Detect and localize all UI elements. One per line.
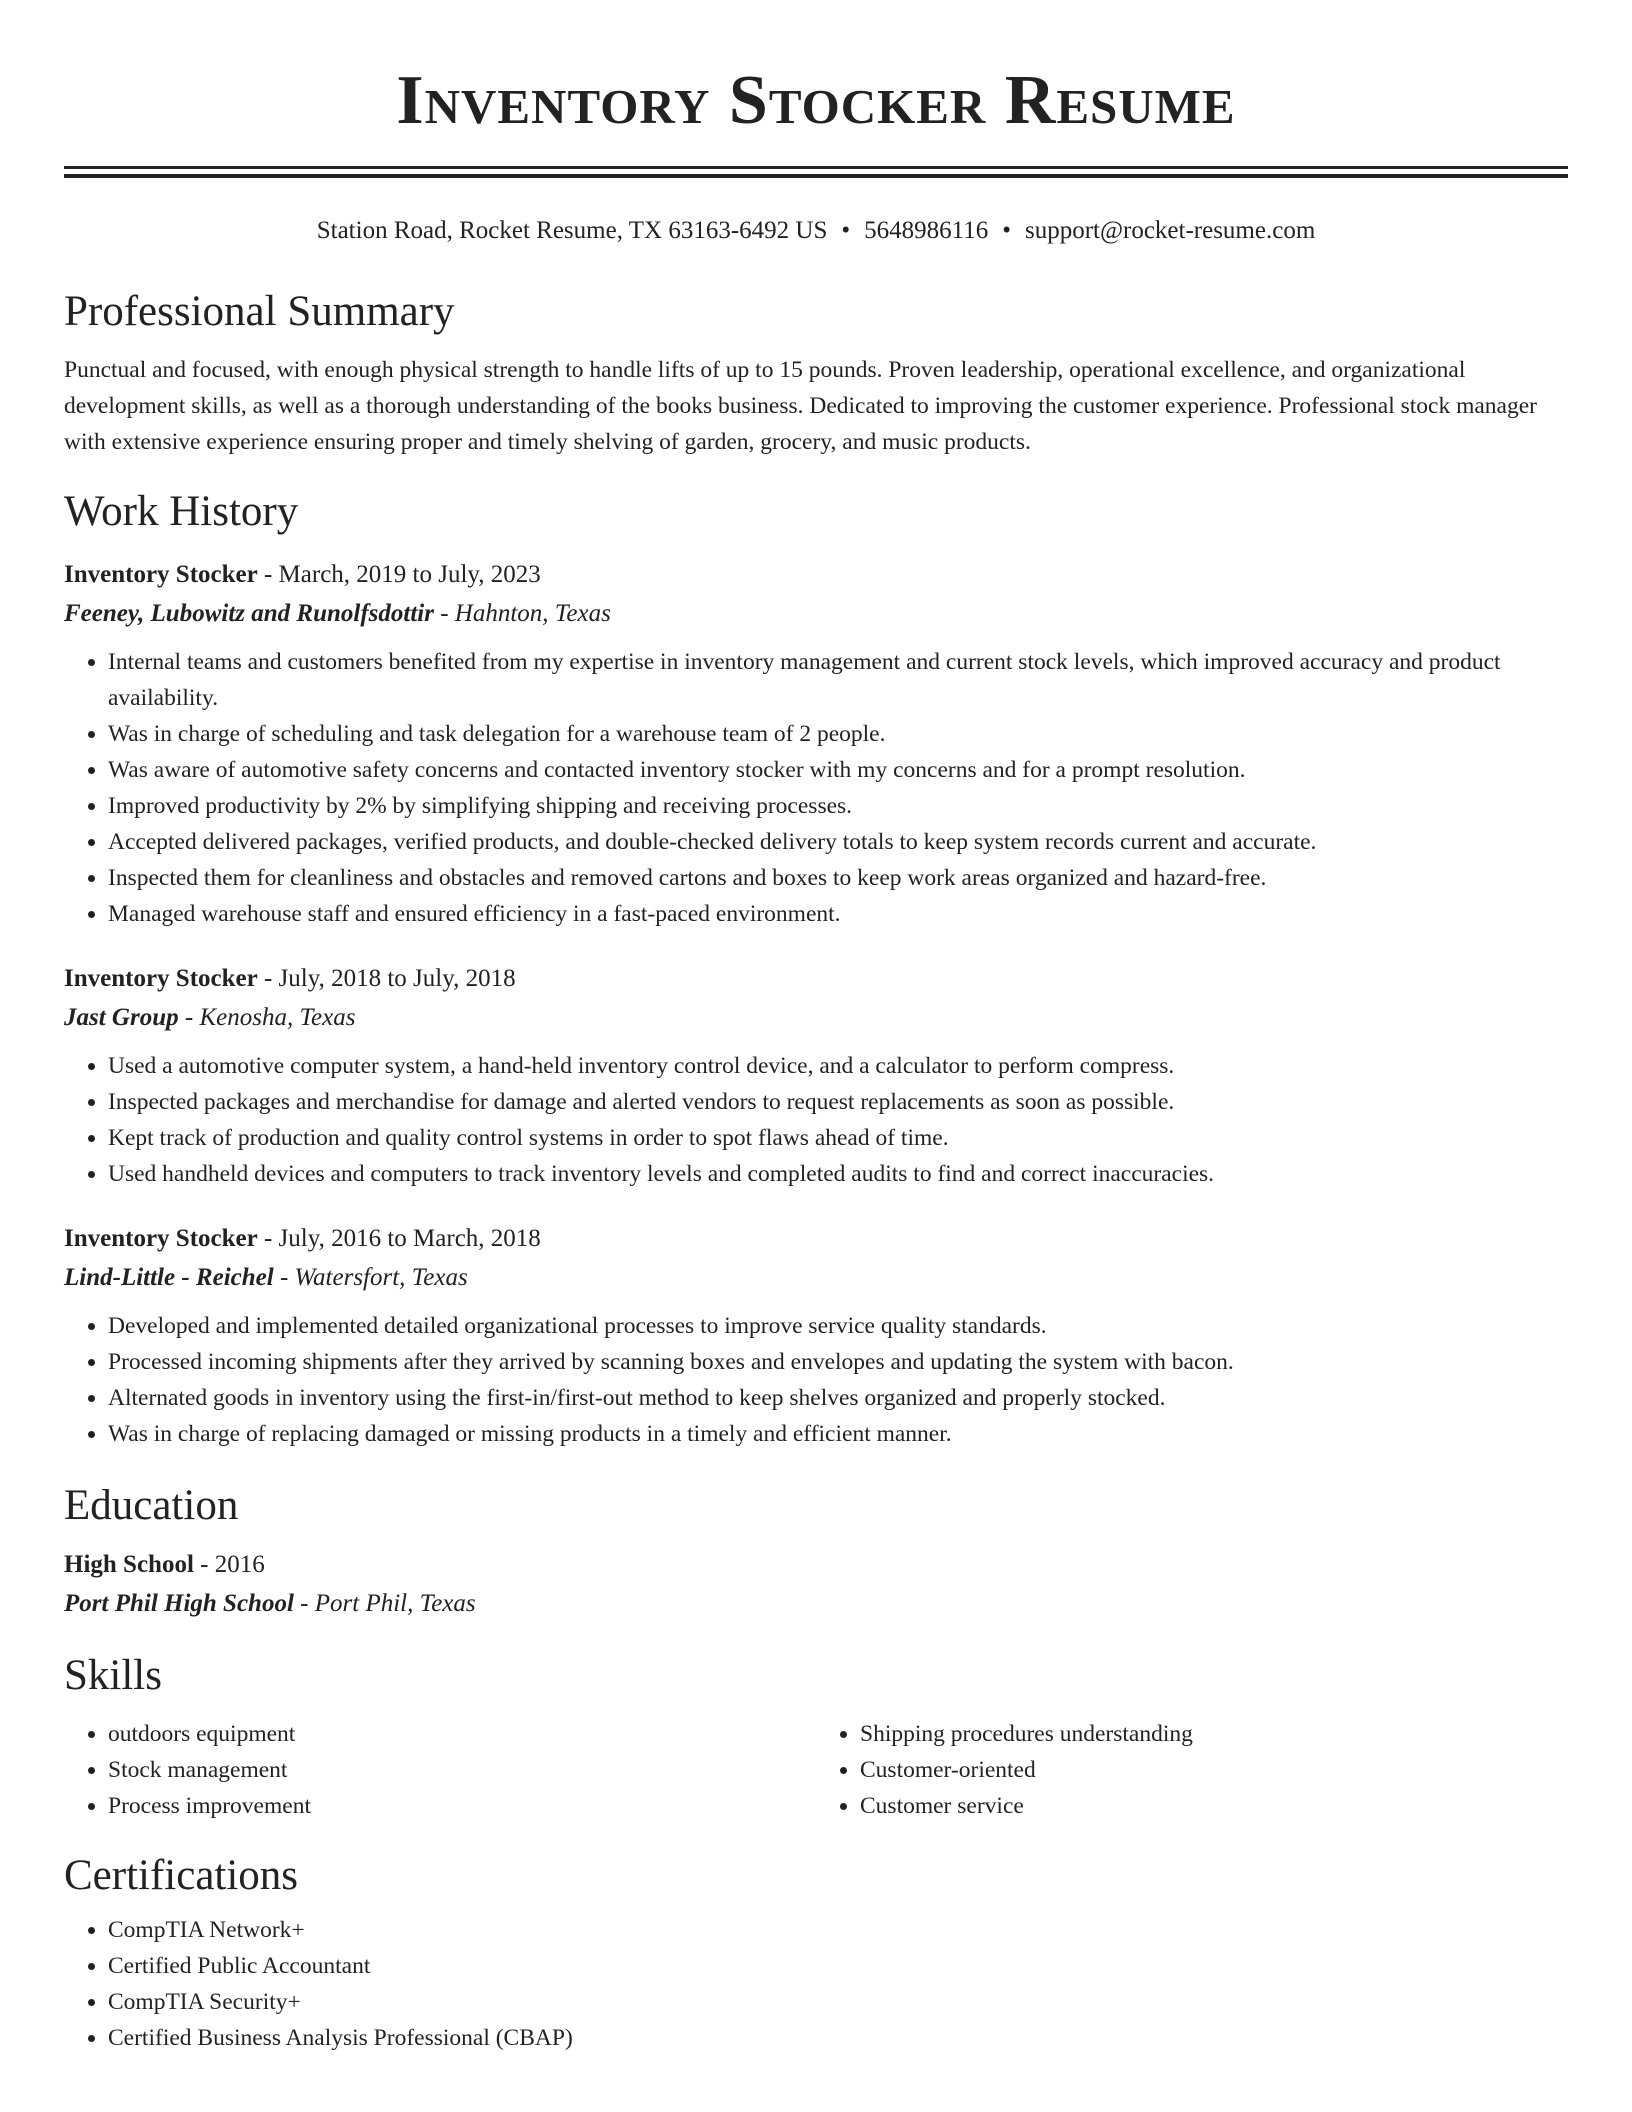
job-title-line [64,556,1568,594]
job-title-line [64,960,1568,998]
job-title: Inventory Stocker [64,1225,258,1252]
education-entry [64,1546,1568,1624]
contact-line [64,214,1568,248]
school-name: Port Phil High School [64,1590,294,1617]
job-bullets [64,1308,1568,1452]
skills-heading: Skills [64,1652,162,1699]
contact-phone: 5648986116 [864,217,989,244]
graduation-year: - 2016 [193,1551,265,1578]
skill-item: • Shipping procedures understanding [860,1716,1568,1752]
job-dates: - July, 2018 to July, 2018 [257,965,516,992]
skills-column-left [64,1716,816,1824]
company-location: - Kenosha, Texas [178,1004,356,1031]
job-bullet: • Managed warehouse staff and ensured efficiency in a fast-paced environment. [108,896,1568,932]
skill-item: • Process improvement [108,1788,816,1824]
bullet-separator: • [1002,217,1011,244]
skill-item: • Stock management [108,1752,816,1788]
job-bullet: • Was in charge of scheduling and task delegation for a warehouse team of 2 people. [108,716,1568,752]
bullet-separator: • [841,217,851,244]
job-bullet: • Processed incoming shipments after they arrived by scanning boxes and envelopes and updating the system with bacon. [108,1344,1568,1380]
title-double-rule [64,166,1568,178]
job-title: Inventory Stocker [64,561,258,588]
job-bullet: • Developed and implemented detailed organizational processes to improve service quality standards. [108,1308,1568,1344]
certifications-heading: Certifications [64,1852,299,1899]
job-bullet: • Inspected them for cleanliness and obstacles and removed cartons and boxes to keep work areas organized and hazard-free. [108,860,1568,896]
job-bullet: • Improved productivity by 2% by simplifying shipping and receiving processes. [108,788,1568,824]
degree-line [64,1546,1568,1584]
certifications-list [64,1912,1568,2056]
job-bullet: • Was aware of automotive safety concerns and contacted inventory stocker with my concerns and for a prompt resolution. [108,752,1568,788]
job-bullet: • Was in charge of replacing damaged or missing products in a timely and efficient manner. [108,1416,1568,1452]
job-bullets [64,644,1568,932]
skill-item: • Customer service [860,1788,1568,1824]
company-line [64,594,1568,634]
company-location: - Watersfort, Texas [273,1264,468,1291]
company-location: - Hahnton, Texas [433,600,611,627]
company-name: Lind-Little - Reichel [64,1264,274,1291]
summary-text: Punctual and focused, with enough physical strength to handle lifts of up to 15 pounds. Proven leadership, operational excellence, and organizational development skills, as well as a thorough understanding of the books business. Dedicated to improving the customer experience. Professional stock manager with extensive experience ensuring proper and timely shelving of garden, grocery, and music products. [64,357,1537,455]
job-bullet: • Inspected packages and merchandise for damage and alerted vendors to request replacements as soon as possible. [108,1084,1568,1120]
job-entry [64,1220,1568,1452]
company-line [64,998,1568,1038]
job-dates: - July, 2016 to March, 2018 [257,1225,541,1252]
skill-item: • outdoors equipment [108,1716,816,1752]
work-history-heading: Work History [64,488,299,535]
job-entry [64,556,1568,932]
job-bullet: • Kept track of production and quality control systems in order to spot flaws ahead of time. [108,1120,1568,1156]
job-bullets [64,1048,1568,1192]
school-line [64,1584,1568,1624]
company-name: Feeney, Lubowitz and Runolfsdottir [64,600,434,627]
contact-address: Station Road, Rocket Resume, TX 63163-6492 US [316,217,828,244]
job-bullet: • Used a automotive computer system, a hand-held inventory control device, and a calculator to perform compress. [108,1048,1568,1084]
education-heading: Education [64,1482,239,1529]
resume-title: Inventory Stocker Resume [396,62,1236,139]
company-line [64,1258,1568,1298]
job-bullet: • Used handheld devices and computers to track inventory levels and completed audits to find and correct inaccuracies. [108,1156,1568,1192]
certification-item: • Certified Public Accountant [108,1948,1568,1984]
school-location: - Port Phil, Texas [293,1590,476,1617]
job-title-line [64,1220,1568,1258]
skill-item: • Customer-oriented [860,1752,1568,1788]
job-dates: - March, 2019 to July, 2023 [257,561,541,588]
job-bullet: • Alternated goods in inventory using the first-in/first-out method to keep shelves organized and properly stocked. [108,1380,1568,1416]
contact-email: support@rocket-resume.com [1024,217,1316,244]
summary-heading: Professional Summary [64,288,455,335]
job-bullet: • Accepted delivered packages, verified products, and double-checked delivery totals to keep system records current and accurate. [108,824,1568,860]
skills-column-right [816,1716,1568,1824]
job-bullet: • Internal teams and customers benefited from my expertise in inventory management and current stock levels, which improved accuracy and product availability. [108,644,1568,716]
job-entry [64,960,1568,1192]
certification-item: • CompTIA Security+ [108,1984,1568,2020]
certification-item: • Certified Business Analysis Professional (CBAP) [108,2020,1568,2056]
skills-grid [64,1716,1568,1824]
job-title: Inventory Stocker [64,965,258,992]
certification-item: • CompTIA Network+ [108,1912,1568,1948]
degree: High School [64,1551,194,1578]
company-name: Jast Group [64,1004,179,1031]
